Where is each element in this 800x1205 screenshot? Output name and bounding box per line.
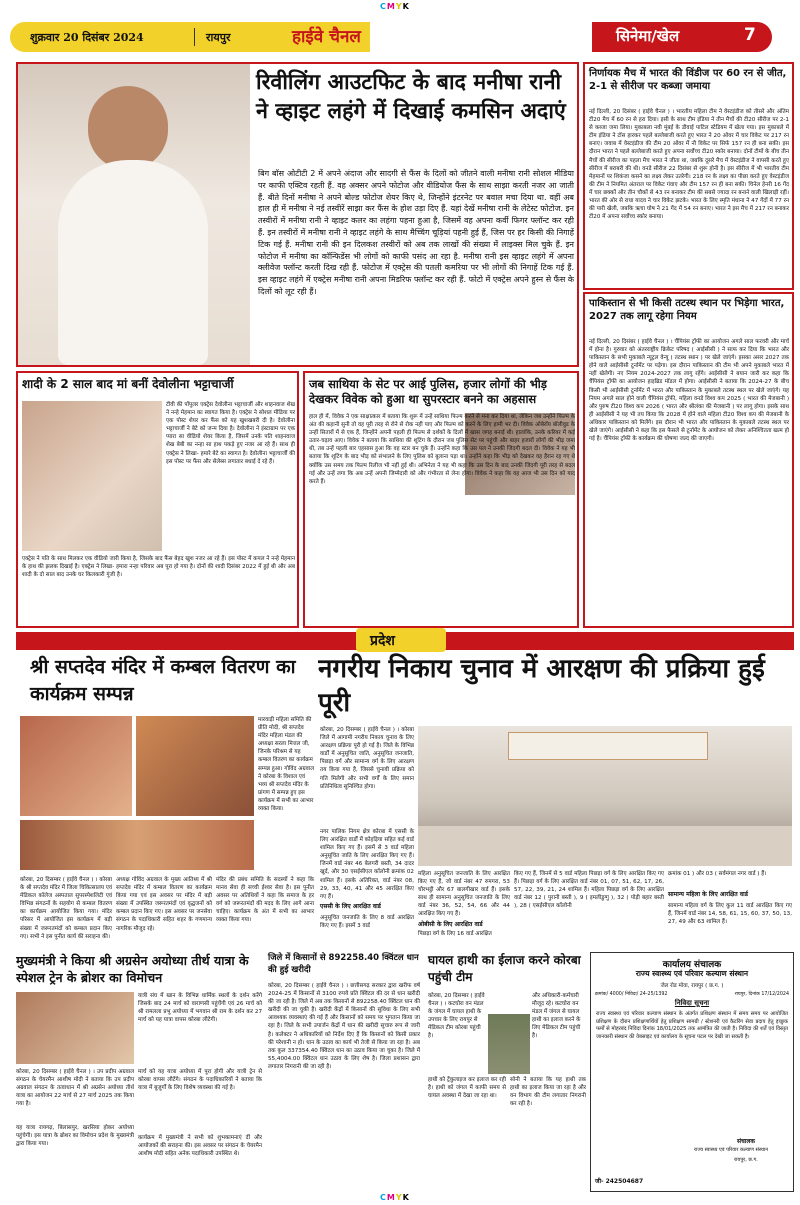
- devoleena-body: टीवी की पॉपुलर एक्ट्रेस देवोलीना भट्टाचार्जी और शाहनवाज शेख ने नन्हे मेहमान का स्वागत किया है। एक्ट्रेस ने सोशल मीडिया पर एक पोस्ट शेयर कर फैंस को यह खुशखबरी दी है। देवोलीना भट्टाचार्जी ने बेटे को जन्म दिया है। देवोलीना ने इंस्टाग्राम पर एक प्यारा सा वीडियो शेयर किया है, जिसमें उनके पति शाहनवाज शेख बेबी का नन्हा सा हाथ पकड़े हुए नजर आ रहे हैं। साथ ही एक्ट्रेस ने लिखा- हमारे बेटे का स्वागत है। देवोलीना भट्टाचार्जी की इस पोस्ट पर फैंस और सेलेब्स लगातार बधाई दे रहे हैं।: [166, 402, 295, 465]
- kisan-headline: जिले में किसानों से 892258.40 क्विंटल धान की हुई खरीदी: [268, 953, 419, 975]
- kambal-photo-1: [20, 716, 132, 816]
- kambal-col-2: अध्यक्ष गोविंद अग्रवाल के मुख्य आतिथ्य में श्री सप्तदेव मंदिर में कम्बल वितरण का कार्यक्रम किया गया एवं इस अवसर पर मंदिर में बड़ी संख्या में उपस्थित जरूरतमंदों एवं वृद्धजनों को कम्बल प्रदान किए गए। इस अवसर पर जनसेवा संगठन के पदाधिकारी सहित शहर के गणमान्य नागरिक मौजूद रहे।: [116, 877, 212, 932]
- pak-body: नई दिल्ली, 20 दिसंबर ( हाईवे चैनल ) । चैंपियंस ट्रॉफी का आयोजन अगले साल फरवरी और मार्च में होना है। गुरुवार को अंतरराष्ट्रीय क्रिकेट परिषद ( आईसीसी ) ने साफ कर दिया कि भारत और पाकिस्तान के सभी मुकाबले न्यूट्रल वेन्यू ( तटस्थ स्थान ) पर खेले जाएंगे। इसका असर 2027 तक होने वाले आईसीसी टूर्नामेंट पर पड़ेगा। इस दौरान पाकिस्तान की टीम भी अपने मुकाबले भारत में नहीं खेलेगी। नए नियम 2024-2027 तक लागू रहेंगे। आईसीसी ने बयान जारी कर कहा कि चैंपियंस ट्रॉफी का आयोजन हाइब्रिड मॉडल में होगा। आईसीसी ने बताया कि 2024-27 के बीच किसी भी आईसीसी टूर्नामेंट में भारत और पाकिस्तान के मुकाबले तटस्थ स्थल पर खेले जाएंगे। यह नियम अगले साल होने वाली चैंपियंस ट्रॉफी, महिला वनडे विश्व कप 2025 ( भारत की मेजबानी ) और पुरुष टी20 विश्व कप 2026 ( भारत और श्रीलंका की मेजबानी ) पर लागू होगा। इसके साथ ही आईसीसी ने यह भी तय किया कि 2028 में होने वाले महिला टी20 विश्व कप की मेजबानी के अधिकार पाकिस्तान को मिलेंगे। इस दौरान भी भारत और पाकिस्तान के मुकाबले तटस्थ स्थल पर खेले जाएंगे। आईसीसी ने कहा कि इस फैसले से टूर्नामेंट के आयोजन को लेकर अनिश्चितता खत्म हो गई है। चैंपियंस ट्रॉफी के कार्यक्रम की घोषणा जल्द की जाएगी।: [589, 339, 789, 443]
- section-label: सिनेमा/खेल: [616, 27, 680, 45]
- cmyk-mark-bottom: CMYK: [380, 1193, 410, 1202]
- ayodhya-col-2: कोरबा, 20 दिसम्बर ( हाईवे चैनल ) । उप प्रदीप अग्रवाल संगठन के चेयरमैन आशीष मोदी ने बताया कि उप प्रदीप अग्रवाल संगठन के तत्वाधान में श्री अग्रसेन अयोध्या तीर्थ यात्रा का आयोजन 22 मार्च से 27 मार्च 2025 तक किया गया है।: [16, 1069, 134, 1108]
- ayodhya-col-1: यात्री संघ में खान के विभिन्न धार्मिक स्थलों के दर्शन करेंगे जिसके बाद 24 मार्च को वाराणसी पहुंचेंगी एवं 26 मार्च को श्री रामलला प्रभु अयोध्या में भगवान श्री राम के दर्शन कर 27 मार्च को यह यात्रा वापस कोरबा लौटेगी।: [138, 993, 262, 1024]
- hathi-col-1: कोरबा, 20 दिसम्बर ( हाईवे चैनल ) । कटघोरा वन मंडल के जंगल में घायल हाथी के उपचार के लिए रायपुर से मेडिकल टीम कोरबा पहुंची है।: [428, 993, 485, 1040]
- nikay-headline: नगरीय निकाय चुनाव में आरक्षण की प्रक्रिया हुई पूरी: [318, 654, 765, 718]
- hathi-col-3: हाथी को ट्रेंकुलाइज कर इलाज कर रही है। हाथी को जंगल में काफी समय से घायल अवस्था में देखा जा रहा था।: [428, 1077, 506, 1100]
- photo-banner: [508, 732, 708, 760]
- nikay-col-2: नगर पालिक निगम क्षेत्र कोरबा में एससी के लिए आरक्षित वार्डों में कोहड़िया सहित कई वार्ड शामिल किए गए हैं। इसमें से 3 वार्ड महिला अनुसूचित जाति के लिए आरक्षित किए गए हैं। जिनमें वार्ड नंबर 46 बेलगरी बस्ती, 34 दादर खुर्द, और 30 एसईसीएल कॉलोनी क्रमांक 02 शामिल हैं। इसके अतिरिक्त, वार्ड नंबर 08, 29, 33, 40, 41 और 45 आरक्षित किए गए हैं।: [320, 829, 414, 900]
- nikay-sub-2: ओबीसी के लिए आरक्षित वार्ड: [418, 921, 483, 928]
- manisha-photo: [18, 64, 250, 365]
- hathi-article: [426, 952, 586, 1192]
- nikay-article: [318, 652, 794, 948]
- ayodhya-col-4: मार्च को यह यात्रा अयोध्या में पूरा होगी और यात्री ट्रेन से कोरबा वापस लौटेंगे। संगठन के पदाधिकारियों ने बताया कि यात्रा में बुजुर्गों के लिए विशेष व्यवस्था की गई है।: [138, 1069, 262, 1092]
- nikay-col-3b: पिछड़ा वर्ग के लिए 16 वार्ड आरक्षित: [418, 931, 492, 937]
- nikay-col-1: कोरबा, 20 दिसम्बर ( हाईवे चैनल ) । कोरबा जिले में आगामी नगरीय निकाय चुनाव के लिए आरक्षण प्रक्रिया पूरी हो गई है। जिले के विभिन्न वार्डों में अनुसूचित जाति, अनुसूचित जनजाति, पिछड़ा वर्ग और सामान्य वर्ग के लिए आरक्षण तय किया गया है, जिससे चुनावी प्रक्रिया को गति मिलेगी और सभी वर्गों के लिए समान प्रतिनिधित्व सुनिश्चित होगा।: [320, 727, 414, 790]
- nikay-photo: [418, 726, 792, 866]
- manisha-body: बिग बॉस ओटीटी 2 में अपने अंदाज और सादगी से फैंस के दिलों को जीतने वाली मनीषा रानी सोशल मीडिया पर काफी एक्टिव रहती हैं. वह अक्सर अपने फोटोज और वीडियोज फैंस के साथ साझा करती नजर आ जाती हैं. बीते दिनों मनीषा ने अपने बोल्ड फोटोज शेयर किए थे, जिन्होंने इंटरनेट पर बवाल मचा दिया था. वहीं अब हाल ही में मनीषा ने नई तस्वीरें साझा कर फैंस के होश उड़ा दिए हैं. यहां देखें मनीषा रानी के लेटेस्ट फोटोज. इन तस्वीरों में मनीषा रानी ने व्हाइट कलर का लहंगा पहना हुआ है, जिसमें वह अपना कर्वी फिगर फ्लॉन्ट कर रही हैं. इन तस्वीरों में मनीषा रानी ने व्हाइट लहंगे के साथ मैच्चिंग चूड़ियां पहनी हुई हैं, जिस पर हर किसी की निगाहें टिक गई हैं. मनीषा रानी की इन दिलकश तस्वीरों को अब तक लाखों की संख्या में लाइक्स मिल चुके हैं. इन फोटोज में मनीषा का कॉन्फिडेंस भी लोगों को काफी पसंद आ रहा है. मनीषा रानी इस व्हाइट लहंगे में अपना क्लीवेज फ्लॉन्ट करती दिख रही हैं. फोटोज में एक्ट्रेस की पतली कमरिया पर भी लोगों की निगाहें टिक गई हैं. इस व्हाइट लहंगे में एक्ट्रेस मनीषा रानी अपना मिडरिफ फ्लॉन्ट कर रही हैं. फोटो में एक्ट्रेस अपने हुस्न से फैंस के दिलों को लूट रही हैं।: [258, 169, 574, 296]
- notice-sign-2: राज्य स्वास्थ्य एवं परिवार कल्याण संस्थान: [693, 1147, 768, 1153]
- kambal-photo-3: [20, 820, 254, 870]
- manisha-feature: [16, 62, 579, 367]
- kambal-side: मारवाड़ी महिला समिति की प्रीति मोदी, श्री सप्तदेव मंदिर महिला मंडल की अध्यक्षा सरला मित्तल जी, जिनके परिश्रम से यह कम्बल वितरण का कार्यक्रम सम्पन्न हुआ। गोविंद अग्रवाल ने कोरबा के विशाल एवं भव्य श्री सप्तदेव मंदिर के प्रांगण में सम्पन्न हुए इस कार्यक्रम में सभी का आभार व्यक्त किया।: [258, 717, 314, 813]
- page-number: 7: [744, 25, 756, 45]
- notice-sign-3: रायपुर, छ.ग.: [734, 1157, 758, 1163]
- pradesh-label: प्रदेश: [370, 633, 395, 649]
- notice-footer: जी- 242504687: [595, 1178, 644, 1185]
- ayodhya-col-5: कार्यक्रम में मुख्यमंत्री ने सभी को शुभकामनाएं दीं और आयोजकों की सराहना की। इस अवसर पर संगठन के चेयरमैन आशीष मोदी सहित अनेक पदाधिकारी उपस्थित थे।: [138, 1135, 262, 1158]
- kisan-body: कोरबा, 20 दिसम्बर ( हाईवे चैनल ) । छत्तीसगढ़ सरकार द्वारा खरीफ वर्ष 2024-25 में किसानों से 3100 रुपये प्रति क्विंटल की दर से धान खरीदी की जा रही है। जिले में अब तक किसानों से 892258.40 क्विंटल धान की खरीदी की जा चुकी है। खरीदी केंद्रों में किसानों की सुविधा के लिए सभी आवश्यक व्यवस्थाएं की गई हैं और किसानों को समय पर भुगतान किया जा रहा है। जिले के सभी उपार्जन केंद्रों में धान की खरीदी सुचारु रूप से जारी है। कलेक्टर ने अधिकारियों को निर्देश दिए हैं कि किसानों को किसी प्रकार की परेशानी न हो। धान के उठाव का कार्य भी तेजी से किया जा रहा है। अब तक कुल 337354.40 क्विंटल धान का उठाव किया जा चुका है। जिले में 55,4004.00 क्विंटल धान उठाव के लिए शेष है। जिला प्रशासन द्वारा लगातार निगरानी की जा रही है।: [268, 983, 420, 1070]
- pak-article: [583, 292, 794, 628]
- kambal-col-1: कोरबा, 20 दिसम्बर ( हाईवे चैनल ) । कोरबा के श्री सप्तदेव मंदिर में जिला चिकित्सालय एवं मेडिकल कॉलेज अस्पताल सुपरस्पेशलिटी एवं विभिन्न संगठनों के सहयोग से कम्बल वितरण का कार्यक्रम आयोजित किया गया। मंदिर परिसर में आयोजित इस कार्यक्रम में बड़ी संख्या में जरूरतमंदों को कम्बल प्रदान किए गए। सभी ने इस पुनीत कार्य की सराहना की।: [20, 877, 112, 940]
- nikay-col-3: महिला अनुसूचित जनजाति के लिए आरक्षित किए गए हैं, जो वार्ड नंबर 47 रुमगरा, 53 चोरभट्ठी और 67 बालगीखार वार्ड हैं। इसके साथ ही सामान्य अनुसूचित जनजाति के लिए वार्ड नंबर 36, 52, 54, 66 और 44 आरक्षित किए गए हैं।: [418, 871, 510, 918]
- photo-table: [418, 826, 792, 866]
- nikay-sub-1: एससी के लिए आरक्षित वार्ड: [320, 903, 381, 910]
- notice-body: राज्य स्वास्थ्य एवं परिवार कल्याण संस्थान के अंतर्गत प्रशिक्षण संस्थान में समय समय पर आयोजित प्रशिक्षण के दौरान प्रशिक्षणार्थियों हेतु प्रशिक्षण सामग्री / स्टेशनरी एवं कैटरिंग सेवा प्रदाय हेतु इच्छुक फर्मों से मोहरबंद निविदा दिनांक 18/01/2025 तक आमंत्रित की जाती है। निविदा की शर्तें एवं विस्तृत जानकारी संस्थान की वेबसाइट एवं कार्यालय के सूचना पटल पर देखी जा सकती है।: [596, 1011, 788, 1040]
- masthead: [10, 18, 794, 62]
- nikay-sub-3: सामान्य महिला के लिए आरक्षित वार्ड: [668, 891, 748, 898]
- hathi-headline: घायल हाथी का ईलाज करने कोरबा पहुंची टीम: [428, 953, 581, 984]
- hathi-col-4: सोनी ने बताया कि यह हाथी तक हाथी का इलाज किया जा रहा है और वन विभाग की टीम लगातार निगरानी कर रही है।: [510, 1077, 586, 1108]
- vivek-article: [303, 371, 579, 628]
- kisan-article: [266, 952, 422, 1192]
- kambal-headline: श्री सप्तदेव मंदिर में कम्बल वितरण का कार्यक्रम सम्पन्न: [30, 656, 296, 705]
- nikay-col-5b: सामान्य महिला वर्ग के लिए कुल 11 वार्ड आरक्षित किए गए हैं, जिनमें वार्ड नंबर 14, 58, 61, 15, 60, 37, 50, 13, 27, 49 और 63 शामिल हैं।: [668, 903, 792, 926]
- nikay-col-5: क्रमांक 01 ) और 03 ( सर्वमंगल नगर वार्ड ) हैं।: [668, 871, 767, 877]
- kambal-photo-2: [136, 716, 254, 816]
- cricket-article: [583, 62, 794, 290]
- hathi-col-2: और अधिकारी-कर्मचारी मौजूद रहे। कटघोरा वन मंडल में जंगल से घायल हाथी का इलाज करने के लिए मेडिकल टीम पहुंची है।: [532, 993, 581, 1040]
- nikay-col-2b: अनुसूचित जनजाति के लिए 8 वार्ड आरक्षित किए गए हैं। इसमें 3 वार्ड: [320, 915, 414, 930]
- masthead-divider: [194, 28, 195, 46]
- vivek-body: हाल ही में, विवेक ने एक साक्षात्कार में बताया कि शुरू में उन्हें साथिया फिल्म करने से मना कर दिया था, लेकिन जब उन्होंने फिल्म के अंत की कहानी सुनी तो वह पूरी तरह से रोने से रोक नहीं पाए और फिल्म को करने के लिए हामी भर दी। विवेक ओबेरॉय बॉलीवुड के उन्हीं सितारों में से एक हैं, जिन्होंने अपनी पहली ही फिल्म से दर्शकों के दिलों में खास जगह बनाई थी। हालांकि, उनके करियर में कई उतार-चढ़ाव आए। विवेक ने बताया कि साथिया की शूटिंग के दौरान जब पुलिस सेट पर पहुंची और बाहर हजारों लोगों की भीड़ जमा थी, तब उन्हें पहली बार एहसास हुआ कि वह स्टार बन चुके हैं। उन्होंने कहा कि उस पल ने उनकी जिंदगी बदल दी। विवेक ने यह भी बताया कि शूटिंग के बाद भीड़ को संभालने के लिए पुलिस को बुलाना पड़ा था। उन्होंने कहा कि भीड़ को देखकर वह हैरान रह गए थे क्योंकि उस समय तक फिल्म रिलीज भी नहीं हुई थी। अभिनेता ने यह भी कहा कि उस दिन के बाद उनकी जिंदगी पूरी तरह से बदल गई और उन्हें लगा कि अब उन्हें अपनी जिम्मेदारी को और गंभीरता से लेना होगा। विवेक ने कहा कि वह आज भी उस दिन को याद करते हैं।: [309, 414, 575, 485]
- ayodhya-article: [16, 952, 262, 1192]
- kambal-article: [16, 654, 316, 949]
- notice-date: रायपुर, दिनांक 17/12/2024: [734, 992, 789, 997]
- pak-headline: पाकिस्तान से भी किसी तटस्थ स्थान पर भिड़ेगा भारत, 2027 तक लागू रहेगा नियम: [589, 298, 785, 322]
- notice-address: जेल रोड मोवा, रायपुर ( छ.ग. ): [660, 983, 724, 989]
- ayodhya-photo: [16, 992, 134, 1064]
- city-label: रायपुर: [206, 31, 231, 44]
- nikay-col-4: किए गए हैं, जिनमें से 5 वार्ड महिला पिछड़ा वर्ग के लिए आरक्षित किए गए हैं। पिछड़ा वर्ग के लिए आरक्षित वार्ड नंबर 01, 07, 51, 62, 17, 26, 57, 22, 39, 21, 24 शामिल हैं। महिला पिछड़ा वर्ग के लिए आरक्षित वार्ड नंबर 12 ( पुरानी बस्ती ), 9 ( इमलीडुग्गु ), 32 ( पोड़ी बहार बस्ती ), 28 ( एसईसीएल कॉलोनी: [514, 871, 664, 910]
- devoleena-body-2: एक्ट्रेस ने पति के साथ मिलकर एक वीडियो जारी किया है, जिसके बाद फैंस बेहद खुश नजर आ रहे हैं। इस पोस्ट में कपल ने नन्हे मेहमान के हाथ की झलक दिखाई है। एक्ट्रेस ने लिखा- हमारा नन्हा परिवार अब पूरा हो गया है। दोनों की शादी दिसंबर 2022 में हुई थी और अब शादी के दो साल बाद उनके घर किलकारी गूंजी है।: [22, 556, 295, 579]
- devoleena-headline: शादी के 2 साल बाद मां बनीं देवोलीना भट्टाचार्जी: [22, 377, 234, 391]
- cricket-headline: निर्णायक मैच में भारत की विंडीज पर 60 रन से जीत, 2-1 से सीरीज पर कब्जा जमाया: [589, 68, 787, 92]
- notice-title: निविदा सूचना: [674, 999, 710, 1007]
- vivek-headline: जब साथिया के सेट पर आई पुलिस, हजार लोगों की भीड़ देखकर विवेक को हुआ था सुपरस्टार बनने का अहसास: [309, 377, 547, 406]
- devoleena-photo: [22, 401, 162, 551]
- cmyk-mark-top: CMYK: [380, 2, 410, 11]
- devoleena-article: [16, 371, 299, 628]
- paper-logo: हाईवे चैनल: [292, 27, 361, 47]
- notice-office: कार्यालय संचालक: [662, 960, 722, 970]
- photo-figure: [88, 86, 168, 170]
- notice-ref: क्रमांक/ 4000/ निविदा/ 24-25/1392: [595, 992, 668, 997]
- notice-sign: संचालक: [736, 1138, 756, 1145]
- kambal-col-3: मंदिर की प्रबंध समिति के सदस्यों ने कहा कि मानव सेवा ही सच्ची ईश्वर सेवा है। इस पुनीत अवसर पर अतिथियों ने कहा कि समाज के हर वर्ग को जरूरतमंदों की मदद के लिए आगे आना चाहिए। कार्यक्रम के अंत में सभी का आभार व्यक्त किया गया।: [216, 877, 314, 924]
- manisha-headline: रिवीलिंग आउटफिट के बाद मनीषा रानी ने व्हाइट लहंगे में दिखाई कमसिन अदाएं: [256, 70, 566, 124]
- photo-figure-dress: [58, 160, 208, 365]
- notice-org: राज्य स्वास्थ्य एवं परिवार कल्याण संस्थान: [635, 969, 749, 978]
- ayodhya-col-3: यह यात्रा रायगढ़, बिलासपुर, खरसिया होकर अयोध्या पहुंचेगी। इस यात्रा के ब्रोशर का विमोचन प्रदेश के मुख्यमंत्री द्वारा किया गया।: [16, 1125, 134, 1148]
- tender-notice: [590, 952, 794, 1192]
- date-line: शुक्रवार 20 दिसंबर 2024: [30, 31, 144, 44]
- cricket-body: नई दिल्ली, 20 दिसंबर ( हाईवे चैनल ) । भारतीय महिला टीम ने वेस्टइंडीज को तीसरे और अंतिम टी20 मैच में 60 रन से हरा दिया। इसी के साथ टीम इंडिया ने तीन मैचों की टी20 सीरीज पर 2-1 से कब्जा जमा लिया। मुकाबला नवी मुंबई के डीवाई पाटिल स्टेडियम में खेला गया। इस मुकाबले में टीम इंडिया ने टॉस हारकर पहले बल्लेबाजी करते हुए भारत ने 20 ओवर में चार विकेट पर 217 रन बनाए। जवाब में वेस्टइंडीज की टीम 20 ओवर में नौ विकेट पर सिर्फ 157 रन ही बना सकी। इस दौरान भारत ने पहले बल्लेबाजी करते हुए अपना सर्वोच्च टी20 स्कोर बनाया। दोनों टीमों के बीच तीन मैचों की सीरीज का पहला मैच भारत ने जीता था, जबकि दूसरे मैच में वेस्टइंडीज ने वापसी करते हुए सीरीज में बराबरी की थी। वनडे सीरीज 22 दिसंबर से शुरू होनी है। इस सीरीज में भी भारतीय टीम मेहमानों पर शिकंजा कसने का लक्ष्य लेकर उतरेगी। 218 रन के लक्ष्य का पीछा करते हुए वेस्टइंडीज की टीम ने नियमित अंतराल पर विकेट गंवाए और टीम 157 रन ही बना सकी। चिनेल हेनरी 16 गेंद में चार छक्कों और तीन चौकों से 43 रन बनाकर टीम की सबसे ज्यादा रन बनाने वाली खिलाड़ी रहीं। भारत की ओर से राधा यादव ने चार विकेट झटके। भारत के लिए स्मृति मंधाना ने 47 गेंदों में 77 रन की पारी खेली, जबकि ऋचा घोष ने 21 गेंद में 54 रन बनाए। भारत ने इस मैच में 217 रन बनाकर टी20 में अपना सर्वोच्च स्कोर बनाया।: [589, 109, 789, 221]
- hathi-photo: [488, 1014, 530, 1074]
- ayodhya-headline: मुख्यमंत्री ने किया श्री अग्रसेन अयोध्या तीर्थ यात्रा के स्पेशल ट्रेन के ब्रोशर का विमोचन: [16, 953, 249, 985]
